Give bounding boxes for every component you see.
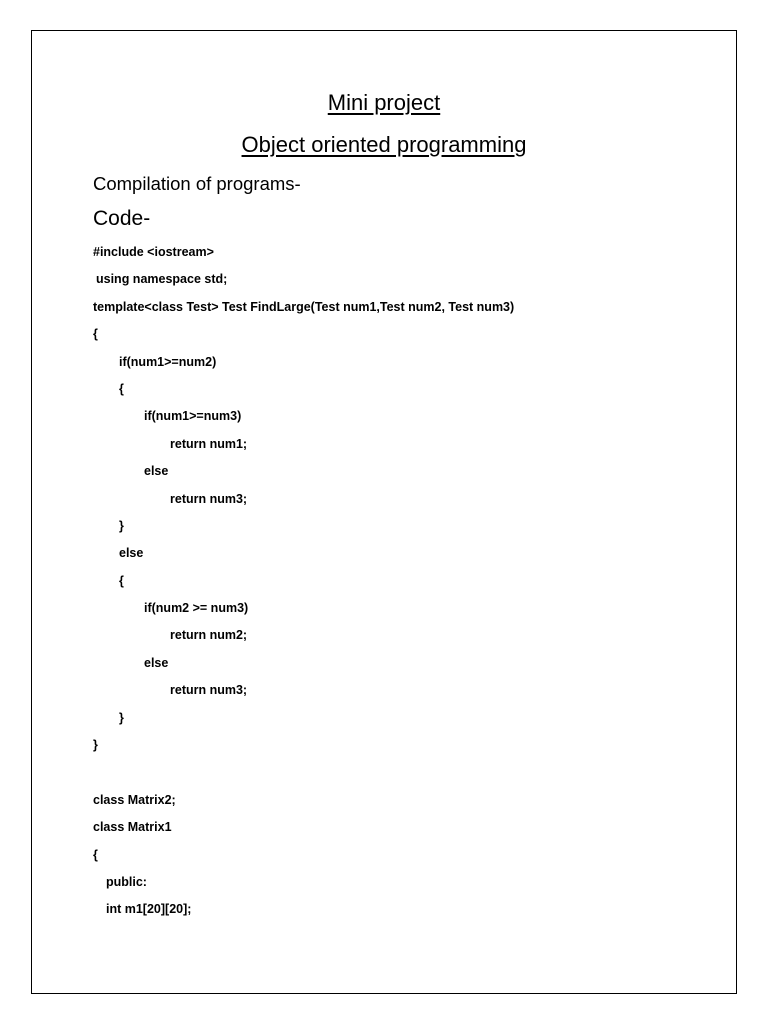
code-line: return num3; [170,683,248,698]
code-line: { [93,327,98,342]
document-subtitle: Object oriented programming [241,132,527,157]
code-line: class Matrix1 [93,820,172,835]
code-line: int m1[20][20]; [106,902,192,917]
code-line: return num1; [170,436,248,451]
code-heading: Code- [93,207,151,230]
code-line: } [119,710,124,725]
code-line [93,762,514,789]
code-line: using namespace std; [96,272,228,287]
code-line: if(num2 >= num3) [144,601,249,616]
code-line: return num3; [170,491,248,506]
code-line: #include <iostream> [93,245,214,259]
code-line: } [93,738,98,753]
code-line: { [119,573,124,588]
code-line: else [144,464,169,479]
code-line: if(num1>=num2) [119,354,217,369]
code-line: { [119,381,124,396]
section-heading: Compilation of programs- [93,173,301,194]
document-title: Mini project [327,90,441,115]
code-line: else [144,655,169,670]
code-line: class Matrix2; [93,792,176,807]
code-line: } [119,518,124,533]
code-line: if(num1>=num3) [144,409,242,424]
code-line: template<class Test> Test FindLarge(Test num1,Test num2, Test num3) [93,299,515,314]
code-line: public: [106,874,147,889]
code-block [93,242,514,927]
code-line: { [93,847,98,862]
document-page [31,30,737,994]
code-line: else [119,546,144,561]
code-line: return num2; [170,628,248,643]
